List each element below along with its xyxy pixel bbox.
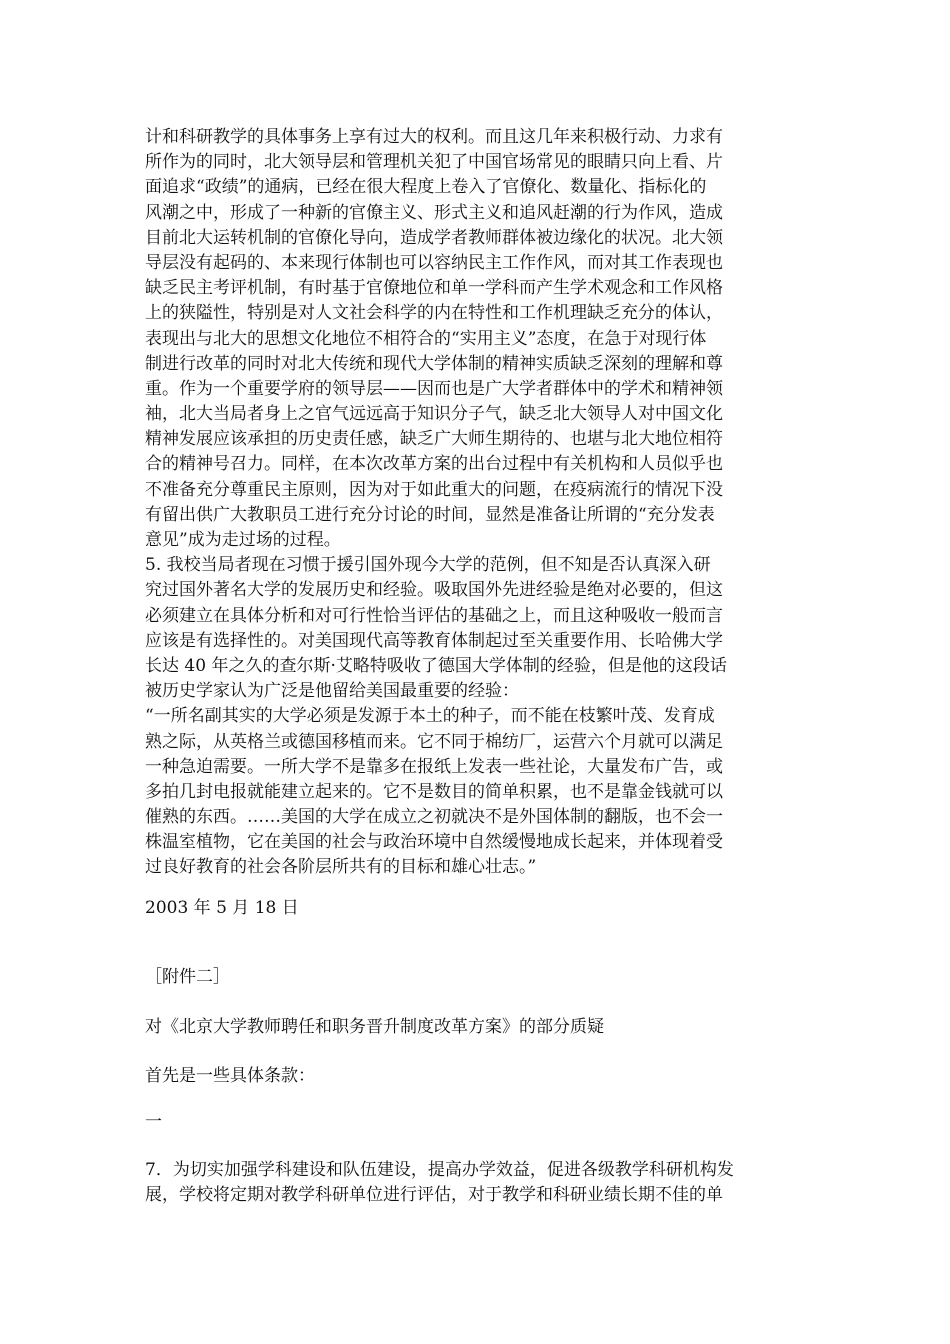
quote-line: 多拍几封电报就能建立起来的。它不是数目的简单积累，也不是靠金钱就可以 bbox=[145, 781, 723, 802]
text-line: 展，学校将定期对教学科研单位进行评估，对于教学和科研业绩长期不佳的单 bbox=[145, 1185, 723, 1206]
text-line: 必须建立在具体分析和对可行性恰当评估的基础之上，而且这种吸收一般而言 bbox=[145, 605, 723, 626]
text-line: 长达 40 年之久的查尔斯·艾略特吸收了德国大学体制的经验，但是他的这段话 bbox=[145, 655, 727, 676]
text-line: 合的精神号召力。同样，在本次改革方案的出台过程中有关机构和人员似乎也 bbox=[145, 454, 723, 475]
body-text-block-2 bbox=[145, 1158, 811, 1208]
quote-line: 一种急迫需要。一所大学不是靠多在报纸上发表一些社论，大量发布广告，或 bbox=[145, 756, 723, 777]
text-line: 所作为的同时，北大领导层和管理机关犯了中国官场常见的眼睛只向上看、片 bbox=[145, 152, 723, 173]
quote-line: 过良好教育的社会各阶层所共有的目标和雄心壮志。” bbox=[145, 857, 537, 878]
text-line: 重。作为一个重要学府的领导层——因而也是广大学者群体中的学术和精神领 bbox=[145, 378, 723, 399]
text-line: 精神发展应该承担的历史责任感，缺乏广大师生期待的、也堪与北大地位相符 bbox=[145, 429, 723, 450]
text-line: 究过国外著名大学的发展历史和经验。吸取国外先进经验是绝对必要的，但这 bbox=[145, 580, 723, 601]
text-line: 缺乏民主考评机制，有时基于官僚地位和单一学科而产生学术观念和工作风格 bbox=[145, 278, 723, 299]
intro-line: 首先是一些具体条款： bbox=[145, 1066, 315, 1086]
text-line: 意见”成为走过场的过程。 bbox=[145, 530, 341, 550]
text-line: 目前北大运转机制的官僚化导向，造成学者教师群体被边缘化的状况。北大领 bbox=[145, 227, 723, 248]
text-line: 不准备充分尊重民主原则，因为对于如此重大的问题，在疫病流行的情况下没 bbox=[145, 479, 723, 500]
text-line: 风潮之中，形成了一种新的官僚主义、形式主义和追风赶潮的行为作风，造成 bbox=[145, 202, 723, 223]
text-line: 导层没有起码的、本来现行体制也可以容纳民主工作作风，而对其工作表现也 bbox=[145, 252, 723, 273]
attachment-label: ［附件二］ bbox=[145, 967, 230, 987]
attachment-title: 对《北京大学教师聘任和职务晋升制度改革方案》的部分质疑 bbox=[145, 1017, 604, 1037]
text-line: 上的狭隘性，特别是对人文社会科学的内在特性和工作机理缺乏充分的体认， bbox=[145, 303, 723, 324]
quote-line: “一所名副其实的大学必须是发源于本土的种子，而不能在枝繁叶茂、发育成 bbox=[145, 706, 715, 727]
quote-line: 催熟的东西。……美国的大学在成立之初就决不是外国体制的翻版，也不会一 bbox=[145, 807, 723, 828]
text-line: 表现出与北大的思想文化地位不相符合的“实用主义”态度，在急于对现行体 bbox=[145, 328, 707, 349]
quote-line: 株温室植物，它在美国的社会与政治环境中自然缓慢地成长起来，并体现着受 bbox=[145, 832, 723, 853]
text-line: 制进行改革的同时对北大传统和现代大学体制的精神实质缺乏深刻的理解和尊 bbox=[145, 353, 723, 374]
text-line: 计和科研教学的具体事务上享有过大的权利。而且这几年来积极行动、力求有 bbox=[145, 127, 723, 147]
text-line: 被历史学家认为广泛是他留给美国最重要的经验： bbox=[145, 681, 519, 702]
text-line: 面追求“政绩”的通病，已经在很大程度上卷入了官僚化、数量化、指标化的 bbox=[145, 177, 707, 198]
text-line: 7．为切实加强学科建设和队伍建设，提高办学效益，促进各级教学科研机构发 bbox=[145, 1160, 734, 1180]
section-mark: 一 bbox=[145, 1112, 162, 1132]
text-line: 袖，北大当局者身上之官气远远高于知识分子气，缺乏北大领导人对中国文化 bbox=[145, 404, 723, 425]
body-text-block-1 bbox=[145, 125, 811, 881]
quote-line: 熟之际，从英格兰或德国移植而来。它不同于棉纺厂，运营六个月就可以满足 bbox=[145, 731, 723, 752]
text-line: 5. 我校当局者现在习惯于援引国外现今大学的范例，但不知是否认真深入研 bbox=[145, 555, 711, 576]
text-line: 有留出供广大教职员工进行充分讨论的时间，显然是准备让所谓的“充分发表 bbox=[145, 504, 715, 525]
text-line: 应该是有选择性的。对美国现代高等教育体制起过至关重要作用、长哈佛大学 bbox=[145, 630, 723, 651]
date-line: 2003 年 5 月 18 日 bbox=[145, 898, 299, 918]
